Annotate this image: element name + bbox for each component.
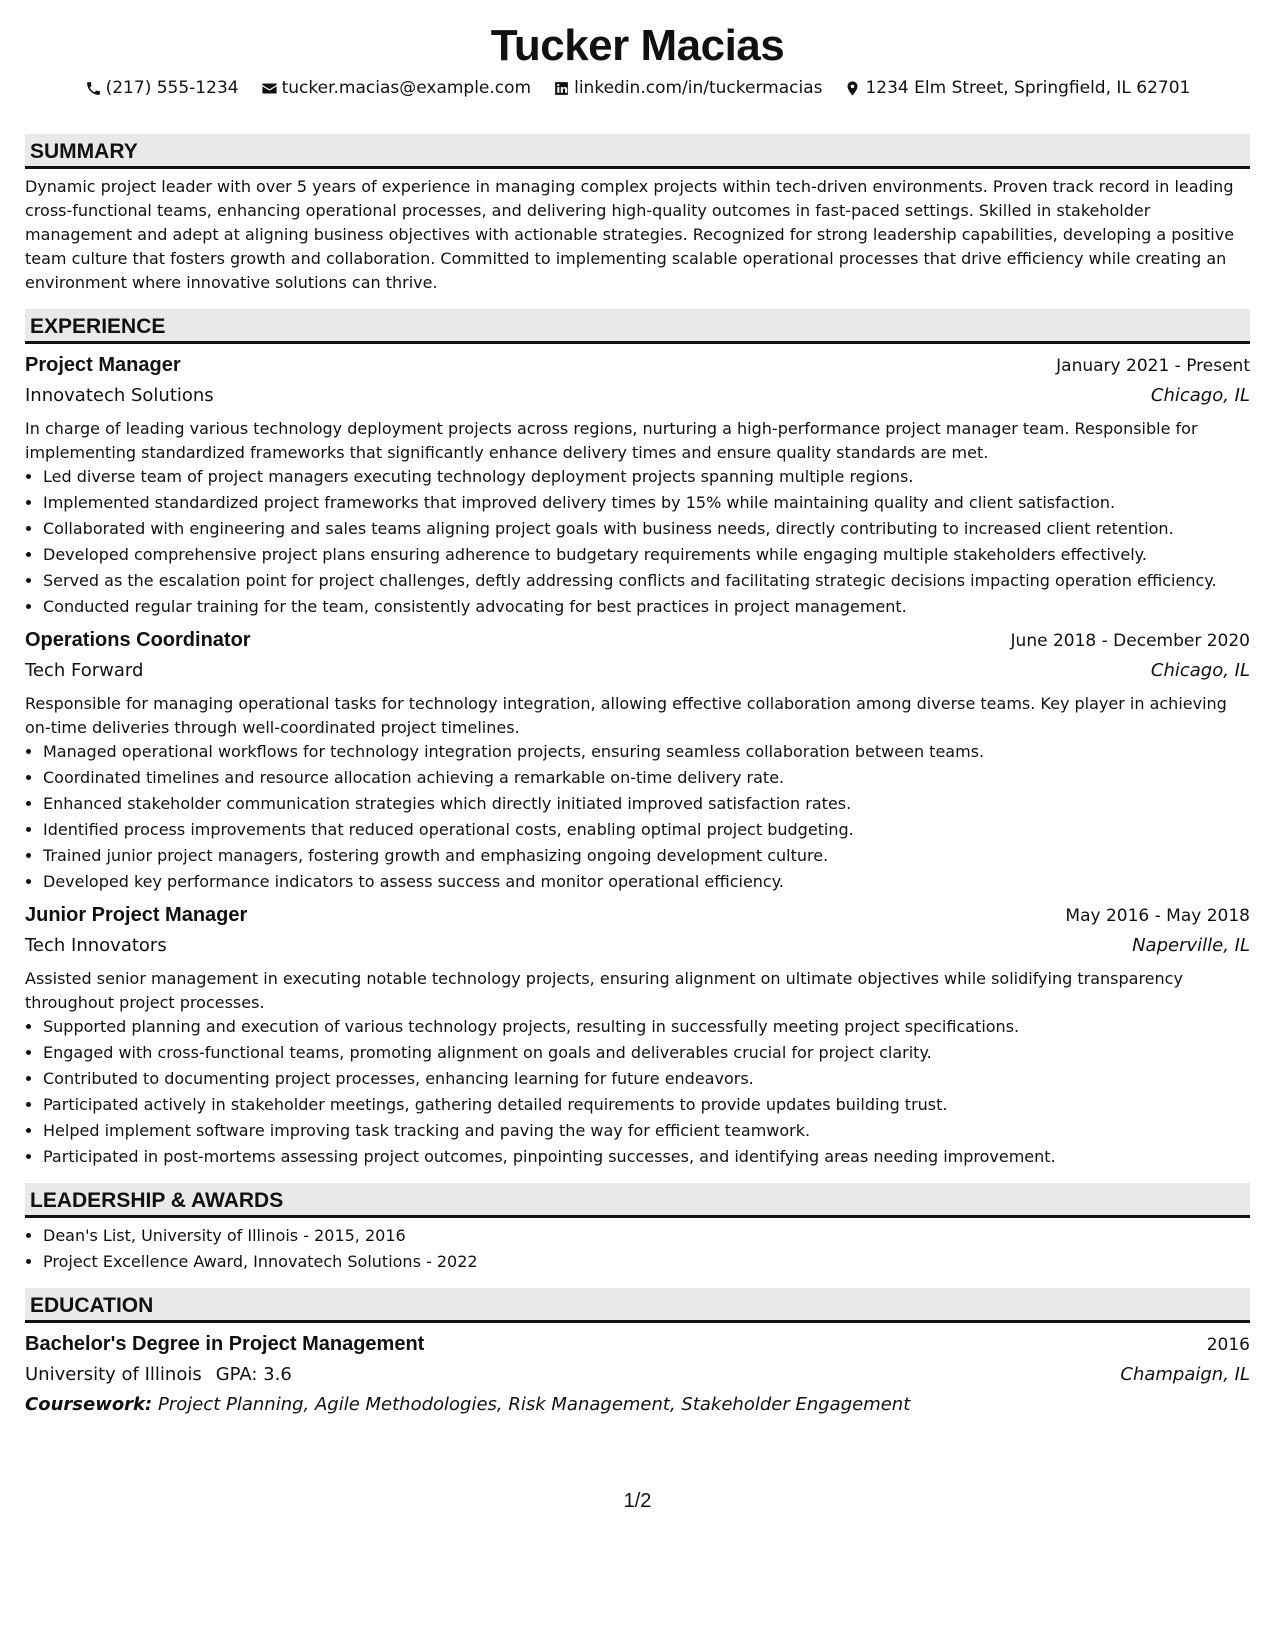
job-dates: January 2021 - Present [1056, 356, 1250, 376]
coursework-list: Project Planning, Agile Methodologies, Risk Management, Stakeholder Engagement [157, 1394, 911, 1415]
job-title: Operations Coordinator [25, 629, 251, 651]
list-item: • Trained junior project managers, fostering growth and emphasizing ongoing development culture. [43, 844, 1250, 868]
contact-bar [25, 76, 1250, 100]
phone-icon [85, 80, 102, 97]
contact-email[interactable] [261, 76, 532, 100]
job-location: Chicago, IL [1150, 660, 1250, 681]
gpa: GPA: 3.6 [215, 1364, 292, 1385]
list-item: • Participated actively in stakeholder meetings, gathering detailed requirements to provide updates building trust. [43, 1093, 1250, 1117]
list-item: • Enhanced stakeholder communication strategies which directly initiated improved satisfaction rates. [43, 792, 1250, 816]
education-heading: EDUCATION [25, 1288, 1250, 1323]
list-item: • Coordinated timelines and resource allocation achieving a remarkable on-time delivery rate. [43, 766, 1250, 790]
page-number: 1/2 [623, 1490, 652, 1512]
phone-text: (217) 555-1234 [105, 78, 239, 98]
school-location: Champaign, IL [1120, 1364, 1250, 1385]
list-item: • Helped implement software improving task tracking and paving the way for efficient teamwork. [43, 1119, 1250, 1143]
email-link[interactable]: tucker.macias@example.com [281, 78, 532, 98]
education-entry [25, 1329, 1250, 1420]
job-company: Tech Innovators [25, 935, 167, 956]
job-description: Responsible for managing operational tasks for technology integration, allowing effective collaboration among diverse teams. Key player in achieving on-time deliveries through well-coordinated project timelines. [25, 694, 1227, 737]
job-title: Project Manager [25, 354, 181, 376]
job-description: Assisted senior management in executing notable technology projects, ensuring alignment on ultimate objectives while solidifying transparency throughout project processes. [25, 969, 1183, 1012]
list-item: • Identified process improvements that reduced operational costs, enabling optimal project budgeting. [43, 818, 1250, 842]
list-item: • Led diverse team of project managers executing technology deployment projects spanning multiple regions. [43, 465, 1250, 489]
address-text: 1234 Elm Street, Springfield, IL 62701 [865, 78, 1191, 98]
job-company: Tech Forward [25, 660, 144, 681]
job-company: Innovatech Solutions [25, 385, 214, 406]
job-dates: June 2018 - December 2020 [1010, 631, 1250, 651]
degree-title: Bachelor's Degree in Project Management [25, 1333, 425, 1355]
job-bullets [25, 465, 1250, 619]
contact-linkedin[interactable] [553, 76, 822, 100]
list-item: • Participated in post-mortems assessing project outcomes, pinpointing successes, and identifying areas needing improvement. [43, 1145, 1250, 1169]
coursework-label: Coursework: [25, 1394, 153, 1415]
job-dates: May 2016 - May 2018 [1065, 906, 1250, 926]
map-pin-icon [844, 80, 861, 97]
list-item: • Supported planning and execution of various technology projects, resulting in successfully meeting project specifications. [43, 1015, 1250, 1039]
list-item: • Conducted regular training for the team, consistently advocating for best practices in project management. [43, 595, 1250, 619]
list-item: • Implemented standardized project frameworks that improved delivery times by 15% while maintaining quality and client satisfaction. [43, 491, 1250, 515]
list-item: • Managed operational workflows for technology integration projects, ensuring seamless collaboration between teams. [43, 740, 1250, 764]
coursework [25, 1390, 1250, 1420]
job-description: In charge of leading various technology deployment projects across regions, nurturing a high-performance project manager team. Responsible for implementing standardized frameworks that significantly enhance delivery times and ensure quality standards are met. [25, 419, 1198, 462]
list-item: • Collaborated with engineering and sales teams aligning project goals with business needs, directly contributing to increased client retention. [43, 517, 1250, 541]
envelope-icon [261, 80, 278, 97]
list-item: • Developed key performance indicators to assess success and monitor operational efficiency. [43, 870, 1250, 894]
experience-heading: EXPERIENCE [25, 309, 1250, 344]
awards-heading: LEADERSHIP & AWARDS [25, 1183, 1250, 1218]
list-item: • Engaged with cross-functional teams, promoting alignment on goals and deliverables crucial for project clarity. [43, 1041, 1250, 1065]
resume-page [25, 20, 1250, 1420]
job-entry [25, 350, 1250, 619]
candidate-name: Tucker Macias [490, 21, 785, 70]
summary-heading: SUMMARY [25, 134, 1250, 169]
graduation-year: 2016 [1206, 1335, 1250, 1355]
job-location: Naperville, IL [1132, 935, 1250, 956]
contact-phone [85, 76, 239, 100]
list-item: • Developed comprehensive project plans ensuring adherence to budgetary requirements while engaging multiple stakeholders effectively. [43, 543, 1250, 567]
job-bullets [25, 1015, 1250, 1169]
list-item: • Contributed to documenting project processes, enhancing learning for future endeavors. [43, 1067, 1250, 1091]
job-bullets [25, 740, 1250, 894]
job-entry [25, 625, 1250, 894]
list-item: • Served as the escalation point for project challenges, deftly addressing conflicts and facilitating strategic decisions impacting operation efficiency. [43, 569, 1250, 593]
job-title: Junior Project Manager [25, 904, 248, 926]
awards-list [25, 1224, 1250, 1274]
job-location: Chicago, IL [1150, 385, 1250, 406]
job-entry [25, 900, 1250, 1169]
linkedin-icon [553, 80, 570, 97]
linkedin-link[interactable]: linkedin.com/in/tuckermacias [574, 78, 823, 98]
list-item: • Project Excellence Award, Innovatech Solutions - 2022 [43, 1250, 1250, 1274]
contact-address [844, 76, 1190, 100]
list-item: • Dean's List, University of Illinois - 2015, 2016 [43, 1224, 1250, 1248]
summary-text: Dynamic project leader with over 5 years of experience in managing complex projects within tech-driven environments. Proven track record in leading cross-functional teams, enhancing operational processes, and delivering high-quality outcomes in fast-paced settings. Skilled in stakeholder management and adept at aligning business objectives with actionable strategies. Recognized for strong leadership capabilities, developing a positive team culture that fosters growth and collaboration. Committed to implementing scalable operational processes that drive efficiency while creating an environment where innovative solutions can thrive. [25, 177, 1235, 292]
school-name: University of Illinois [25, 1364, 202, 1385]
